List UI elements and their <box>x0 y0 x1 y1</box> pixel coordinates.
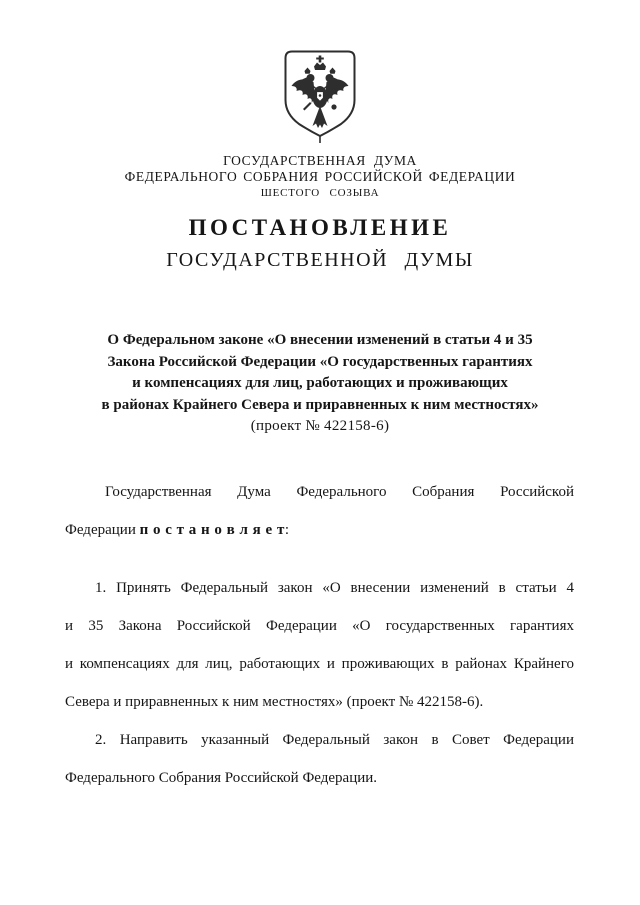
resolution-body <box>65 473 574 797</box>
resolution-item-2 <box>65 721 574 797</box>
intro-line: Государственная Дума Федерального Собрания Российской <box>105 483 574 500</box>
org-name-line1: ГОСУДАРСТВЕННАЯ ДУМА <box>223 153 417 168</box>
intro-prefix: Федерации <box>65 521 140 538</box>
subject-line: О Федеральном законе «О внесении изменений в статьи 4 и 35 <box>107 332 533 348</box>
draft-law-number: (проект № 422158-6) <box>250 418 390 434</box>
issuing-authority <box>0 153 640 201</box>
coat-of-arms <box>0 0 640 144</box>
resolution-intro-paragraph <box>65 473 574 549</box>
item-line: Севера и приравненных к ним местностях» (проект № 422158-6). <box>65 693 484 710</box>
item-line: 1. Принять Федеральный закон «О внесении изменений в статьи 4 <box>95 579 574 596</box>
item-line: и компенсациях для лиц, работающих и проживающих в районах Крайнего <box>65 655 574 672</box>
org-convocation: ШЕСТОГО СОЗЫВА <box>260 187 380 199</box>
item-line: Федерального Собрания Российской Федерации. <box>65 769 378 786</box>
document-type-title: ПОСТАНОВЛЕНИЕ <box>188 215 452 240</box>
item-line: 2. Направить указанный Федеральный закон в Совет Федерации <box>95 731 574 748</box>
subject-line: Закона Российской Федерации «О государственных гарантиях <box>107 353 533 370</box>
intro-line <box>65 511 574 549</box>
subject-line: и компенсациях для лиц, работающих и проживающих <box>132 375 508 391</box>
resolves-emphasis: п о с т а н о в л я е т <box>139 521 285 538</box>
coat-of-arms-icon <box>284 50 356 144</box>
intro-suffix: : <box>284 521 289 538</box>
org-name-line2: ФЕДЕРАЛЬНОГО СОБРАНИЯ РОССИЙСКОЙ ФЕДЕРАЦИИ <box>124 169 516 184</box>
item-line: и 35 Закона Российской Федерации «О государственных гарантиях <box>65 617 574 634</box>
document-type-subtitle: ГОСУДАРСТВЕННОЙ ДУМЫ <box>166 249 474 271</box>
resolution-item-1 <box>65 569 574 721</box>
resolution-subject <box>0 330 640 438</box>
subject-line: в районах Крайнего Севера и приравненных к ним местностях» <box>101 396 539 413</box>
